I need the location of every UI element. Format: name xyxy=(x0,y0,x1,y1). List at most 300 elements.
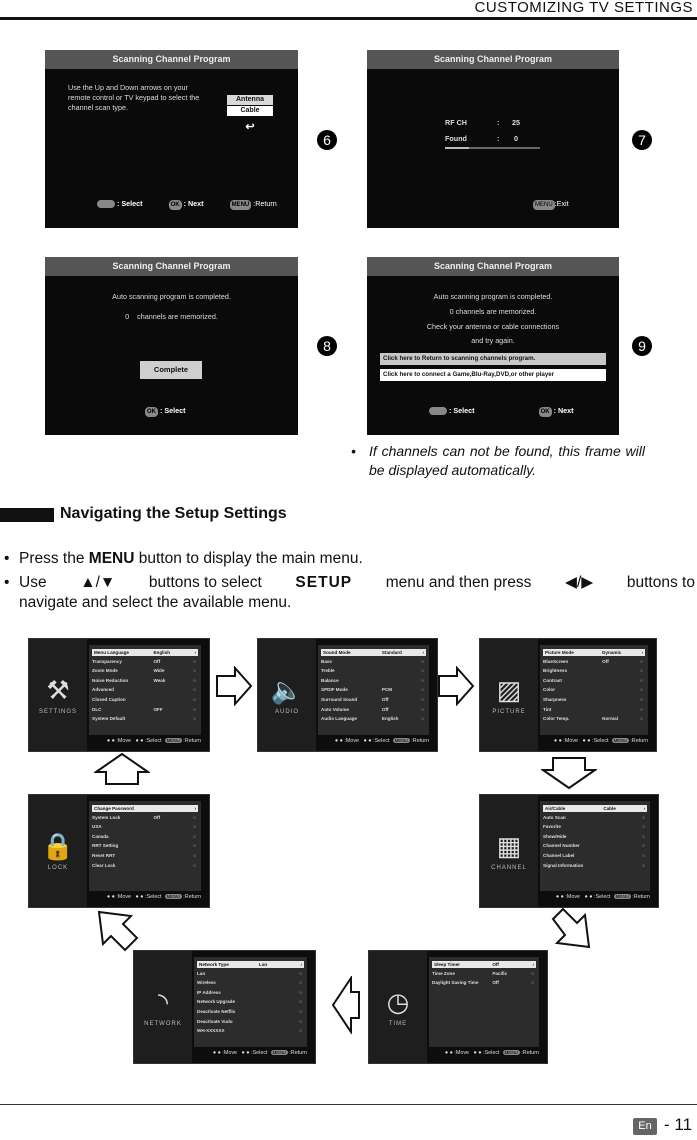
menu-row-value: Lan xyxy=(259,962,268,967)
nav-dots-icon: ● ● xyxy=(131,894,146,900)
menu-row-label: Time Zone xyxy=(432,970,455,976)
menu-row-value: Off xyxy=(381,706,389,712)
menu-row[interactable] xyxy=(321,716,426,721)
menu-row[interactable] xyxy=(197,999,304,1004)
step-6-badge: 6 xyxy=(317,130,337,150)
instruction-1-pre: Press the xyxy=(19,550,89,567)
menu-row-value: Off xyxy=(492,980,499,986)
menu-row[interactable] xyxy=(543,863,647,868)
screen-8-title: Scanning Channel Program xyxy=(45,257,298,276)
menu-label-audio: AUDIO xyxy=(274,709,299,715)
radio-icon: ○ xyxy=(531,970,534,976)
arrow-lock-to-settings xyxy=(94,752,150,786)
next-label: : Next xyxy=(183,199,204,208)
radio-icon: ○ xyxy=(193,853,196,858)
select-label: :Select xyxy=(145,894,162,900)
select-label: : Select xyxy=(449,406,475,415)
move-label: :Move xyxy=(116,738,132,744)
arrow-picture-to-channel xyxy=(541,756,597,790)
move-label: :Move xyxy=(454,1050,470,1056)
menu-row[interactable] xyxy=(543,678,645,683)
menu-row-value: English xyxy=(153,650,171,655)
back-icon[interactable]: ↩ xyxy=(245,121,255,133)
section-marker xyxy=(0,508,54,522)
menu-row-label: Canada xyxy=(92,833,109,839)
menu-row[interactable] xyxy=(321,668,426,673)
menu-row[interactable] xyxy=(543,716,645,721)
page-number: - 11 xyxy=(664,1115,693,1134)
menu-row-label: Network Upgrade xyxy=(197,999,236,1005)
menu-row-label: Clear Lock xyxy=(92,862,116,868)
menu-row-label: Noise Reduction xyxy=(92,677,129,683)
menu-sidebar xyxy=(480,639,538,751)
menu-sidebar xyxy=(29,639,87,751)
nav-dots-icon: ● ● xyxy=(131,738,146,744)
menu-row-label: System Default xyxy=(92,716,126,722)
rf-ch-label: RF CH xyxy=(445,118,467,127)
found-value: 0 xyxy=(514,134,518,143)
menu-icon: MENU xyxy=(613,738,627,743)
menu-icon: MENU xyxy=(535,202,553,208)
menu-sidebar xyxy=(258,639,316,751)
menu-row-value: English xyxy=(381,716,399,722)
menu-row-value: Off xyxy=(153,658,161,664)
menu-row-label: Treble xyxy=(321,668,335,674)
radio-icon: ○ xyxy=(299,1028,302,1034)
menu-row[interactable] xyxy=(321,707,426,712)
menu-row-value: Off xyxy=(492,962,499,967)
left-right-arrows-icon: ◀/▶ xyxy=(565,574,594,591)
screen-6-instruction: Use the Up and Down arrows on your remote control or TV keypad to select the channel scan type. xyxy=(68,83,200,112)
menu-row[interactable] xyxy=(92,716,198,721)
menu-row-label: Deactivate Netflix xyxy=(197,1009,236,1014)
down-up-icon xyxy=(97,200,115,208)
chevron-right-icon: › xyxy=(641,650,643,655)
menu-row-label: Zoom Mode xyxy=(92,668,118,674)
menu-row-label: Sharpness xyxy=(543,697,567,702)
menu-row[interactable] xyxy=(321,687,426,692)
menu-row-label: Tint xyxy=(543,706,552,712)
menu-row[interactable] xyxy=(92,649,198,656)
radio-icon: ○ xyxy=(421,658,424,664)
menu-panel xyxy=(89,645,201,735)
menu-row[interactable] xyxy=(543,843,647,848)
select-label: : Select xyxy=(160,406,186,415)
menu-row[interactable] xyxy=(92,659,198,664)
menu-row-label: Audio Language xyxy=(321,716,357,722)
connect-device-option[interactable]: Click here to connect a Game,Blu-Ray,DVD,or other player xyxy=(380,369,606,381)
menu-row-label: USA xyxy=(92,824,102,830)
instruction-2-end-line1: buttons to xyxy=(626,574,695,591)
menu-row-label: Favorite xyxy=(543,824,561,830)
step-7-badge: 7 xyxy=(632,130,652,150)
setup-keyword: SETUP xyxy=(295,574,353,591)
radio-icon: ○ xyxy=(642,853,645,858)
menu-label-network: NETWORK xyxy=(144,1021,182,1027)
speaker-icon: 🔈 xyxy=(270,675,304,705)
menu-row-label: Channel Label xyxy=(543,853,575,858)
radio-icon: ○ xyxy=(642,862,645,868)
menu-row-value: Normal xyxy=(602,716,618,722)
radio-icon: ○ xyxy=(642,824,645,830)
instruction-bullet-1: • xyxy=(4,550,10,567)
menu-row-label: DLC xyxy=(92,706,102,712)
menu-icon: MENU xyxy=(166,738,180,743)
menu-row-label: Balance xyxy=(321,677,339,683)
radio-icon: ○ xyxy=(299,1009,302,1014)
menu-row[interactable] xyxy=(432,971,536,976)
return-label: :Return xyxy=(519,1050,539,1056)
complete-button[interactable]: Complete xyxy=(140,361,202,379)
move-label: :Move xyxy=(563,738,579,744)
nav-dots-icon: ● ● xyxy=(444,1050,455,1056)
menu-label-lock: LOCK xyxy=(47,865,69,871)
radio-icon: ○ xyxy=(299,989,302,995)
menu-row-label: Lan xyxy=(197,970,206,976)
menu-label-channel: CHANNEL xyxy=(491,865,527,871)
radio-icon: ○ xyxy=(640,716,643,722)
menu-row-label: Brightness xyxy=(543,668,567,674)
radio-icon: ○ xyxy=(642,814,645,820)
nav-dots-icon: ● ● xyxy=(334,738,345,744)
ok-icon: OK xyxy=(540,409,550,415)
return-label: :Return xyxy=(630,894,650,900)
menu-row[interactable] xyxy=(543,668,645,673)
radio-icon: ○ xyxy=(421,706,424,712)
menu-row-label: Show/Hide xyxy=(543,833,567,839)
menu-row-label: Sleep Timer xyxy=(434,962,460,967)
select-label: :Select xyxy=(592,738,609,744)
menu-screen-lock xyxy=(28,794,210,908)
scan-progress-bar xyxy=(445,147,540,149)
move-label: :Move xyxy=(222,1050,238,1056)
return-label: :Return xyxy=(253,199,277,208)
menu-row[interactable] xyxy=(543,649,645,656)
radio-icon: ○ xyxy=(193,706,196,712)
screen-8-footer xyxy=(145,406,186,417)
menu-icon: MENU xyxy=(504,1050,518,1055)
menu-row-label: Closed Caption xyxy=(92,697,126,702)
menu-row[interactable] xyxy=(543,834,647,839)
menu-row[interactable] xyxy=(543,824,647,829)
menu-row[interactable] xyxy=(92,678,198,683)
menu-row-label: IP Address xyxy=(197,989,221,995)
menu-panel xyxy=(540,645,648,735)
menu-label-picture: PICTURE xyxy=(492,709,526,715)
chevron-right-icon: › xyxy=(194,650,196,655)
settings-icon: ⚒ xyxy=(46,675,70,705)
screen-9-line2: 0 channels are memorized. xyxy=(449,307,537,316)
menu-row[interactable] xyxy=(197,961,304,968)
menu-row[interactable] xyxy=(197,971,304,976)
radio-icon: ○ xyxy=(193,677,196,683)
radio-icon: ○ xyxy=(193,668,196,674)
return-label: :Return xyxy=(628,738,648,744)
ok-icon: OK xyxy=(147,409,156,415)
screen-9-line3: Check your antenna or cable connections xyxy=(426,322,560,331)
screen-7-scanning xyxy=(367,50,619,228)
menu-panel xyxy=(318,645,429,735)
instruction-2-post: menu and then press xyxy=(385,574,532,591)
menu-screen-network xyxy=(133,950,316,1064)
menu-row[interactable] xyxy=(321,649,426,656)
move-label: :Move xyxy=(565,894,581,900)
radio-icon: ○ xyxy=(421,668,424,674)
menu-sidebar xyxy=(369,951,427,1063)
menu-row[interactable] xyxy=(432,961,536,968)
menu-row[interactable] xyxy=(321,678,426,683)
menu-row[interactable] xyxy=(197,1028,304,1033)
return-to-scan-option[interactable]: Click here to Return to scanning channels program. xyxy=(380,353,606,365)
arrow-channel-to-time xyxy=(547,905,593,951)
menu-row-label: System Lock xyxy=(92,814,121,820)
menu-row-label: Wireless xyxy=(197,980,216,986)
return-label: :Return xyxy=(181,894,201,900)
chevron-right-icon: › xyxy=(194,806,196,811)
menu-row[interactable] xyxy=(92,853,198,858)
menu-row[interactable] xyxy=(197,990,304,995)
menu-row[interactable] xyxy=(543,815,647,820)
step-8-badge: 8 xyxy=(317,336,337,356)
menu-row-value: Off xyxy=(381,697,389,702)
menu-row-label: Sound Mode xyxy=(323,650,351,655)
radio-icon: ○ xyxy=(193,824,196,830)
radio-icon: ○ xyxy=(640,668,643,674)
menu-row[interactable] xyxy=(543,687,645,692)
chevron-right-icon: › xyxy=(300,962,302,967)
select-label: :Select xyxy=(251,1050,268,1056)
menu-sidebar xyxy=(29,795,87,907)
note-bullet: • xyxy=(351,443,356,459)
menu-row-label: Channel Number xyxy=(543,843,580,849)
screen-8-complete xyxy=(45,257,298,435)
radio-icon: ○ xyxy=(299,1018,302,1024)
menu-row-label: Transparency xyxy=(92,658,122,664)
radio-icon: ○ xyxy=(193,697,196,702)
move-label: :Move xyxy=(116,894,132,900)
menu-row-label: Reset RRT xyxy=(92,853,116,858)
menu-row[interactable] xyxy=(197,980,304,985)
menu-keyword: MENU xyxy=(88,550,135,567)
menu-row[interactable] xyxy=(432,980,536,985)
found-sep: : xyxy=(497,134,500,143)
menu-row-label: Picture Mode xyxy=(545,650,574,655)
page-header-title: CUSTOMIZING TV SETTINGS xyxy=(474,0,693,16)
radio-icon: ○ xyxy=(640,706,643,712)
menu-row-label: Auto Volume xyxy=(321,706,349,712)
screen-7-title: Scanning Channel Program xyxy=(367,50,619,69)
move-label: :Move xyxy=(344,738,360,744)
menu-screen-picture xyxy=(479,638,657,752)
menu-row-value: Off xyxy=(153,814,161,820)
menu-row[interactable] xyxy=(92,863,198,868)
menu-screen-settings xyxy=(28,638,210,752)
screen-9-title: Scanning Channel Program xyxy=(367,257,619,276)
menu-row[interactable] xyxy=(543,697,645,702)
menu-row[interactable] xyxy=(197,1019,304,1024)
nav-dots-icon: ● ● xyxy=(580,894,595,900)
step-9-badge: 9 xyxy=(632,336,652,356)
chevron-right-icon: › xyxy=(643,806,645,811)
rf-ch-sep: : xyxy=(497,118,500,127)
menu-row-label: WH-XXXXXX xyxy=(197,1028,225,1034)
menu-row-label: Network Type xyxy=(199,962,229,967)
nav-dots-icon: ● ● xyxy=(106,738,117,744)
menu-row-value: Pacific xyxy=(492,970,508,976)
return-label: :Return xyxy=(409,738,429,744)
menu-screen-channel xyxy=(479,794,659,908)
chevron-right-icon: › xyxy=(532,962,534,967)
option-cable[interactable]: Cable xyxy=(227,106,273,116)
nav-dots-icon: ● ● xyxy=(555,894,566,900)
menu-row[interactable] xyxy=(543,805,647,812)
scan-progress-fill xyxy=(445,147,469,149)
screen-8-line2: 0 channels are memorized. xyxy=(125,312,218,321)
menu-footer xyxy=(445,1050,539,1056)
menu-row-label: Auto Scan xyxy=(543,814,566,820)
radio-icon: ○ xyxy=(640,697,643,702)
select-label: :Select xyxy=(373,738,390,744)
menu-row-value: Wide xyxy=(153,668,165,674)
radio-icon: ○ xyxy=(193,814,196,820)
menu-row-label: Surround Sound xyxy=(321,697,358,702)
screen-9-line1: Auto scanning program is completed. xyxy=(433,292,553,301)
menu-row-value: PCM xyxy=(381,687,393,693)
menu-panel xyxy=(194,957,307,1047)
option-antenna[interactable]: Antenna xyxy=(227,95,273,105)
menu-footer xyxy=(335,738,429,744)
menu-row-value: Cable xyxy=(603,806,616,811)
menu-row-label: Daylight Saving Time xyxy=(432,980,479,986)
lock-icon: 🔒 xyxy=(41,831,75,861)
page-number-value: 11 xyxy=(674,1115,693,1134)
radio-icon: ○ xyxy=(299,970,302,976)
menu-row[interactable] xyxy=(92,687,198,692)
nav-dots-icon: ● ● xyxy=(359,738,374,744)
menu-sidebar xyxy=(480,795,538,907)
nav-dots-icon: ● ● xyxy=(469,1050,484,1056)
radio-icon: ○ xyxy=(531,980,534,986)
menu-row[interactable] xyxy=(543,659,645,664)
menu-icon: MENU xyxy=(166,894,180,899)
header-rule xyxy=(0,17,697,20)
menu-row[interactable] xyxy=(92,697,198,702)
screen-8-line1: Auto scanning program is completed. xyxy=(112,292,231,301)
return-label: :Return xyxy=(181,738,201,744)
menu-row[interactable] xyxy=(321,659,426,664)
instruction-2 xyxy=(19,573,695,613)
menu-footer xyxy=(107,738,201,744)
nav-dots-icon: ● ● xyxy=(553,738,564,744)
menu-row-label: Color Temp. xyxy=(543,716,570,722)
menu-footer xyxy=(107,894,201,900)
menu-row-label: Color xyxy=(543,687,555,693)
radio-icon: ○ xyxy=(640,677,643,683)
note-text: If channels can not be found, this frame will be displayed automatically. xyxy=(369,443,645,478)
nav-dots-icon: ● ● xyxy=(106,894,117,900)
select-label: :Select xyxy=(483,1050,500,1056)
menu-row[interactable] xyxy=(197,1009,304,1014)
menu-row-label: Contrast xyxy=(543,677,562,683)
radio-icon: ○ xyxy=(193,833,196,839)
menu-row[interactable] xyxy=(543,707,645,712)
nav-dots-icon: ● ● xyxy=(212,1050,223,1056)
menu-row[interactable] xyxy=(92,815,198,820)
arrow-settings-to-audio xyxy=(215,666,253,706)
clock-icon: ◷ xyxy=(386,987,410,1017)
menu-row-label: SPDIF Mode xyxy=(321,687,348,693)
menu-panel xyxy=(540,801,650,891)
radio-icon: ○ xyxy=(421,716,424,722)
menu-row[interactable] xyxy=(321,697,426,702)
screen-6-title: Scanning Channel Program xyxy=(45,50,298,69)
radio-icon: ○ xyxy=(421,687,424,693)
menu-screen-audio xyxy=(257,638,438,752)
menu-row-label: Change Password xyxy=(94,806,134,811)
menu-row[interactable] xyxy=(92,805,198,812)
page-header xyxy=(0,0,697,20)
menu-panel xyxy=(89,801,201,891)
select-label: : Select xyxy=(117,199,143,208)
instruction-1-post: button to display the main menu. xyxy=(134,550,363,567)
menu-icon: MENU xyxy=(272,1050,286,1055)
menu-row-value: Standard xyxy=(381,650,402,655)
down-up-icon xyxy=(429,407,447,415)
next-label: : Next xyxy=(553,406,574,415)
language-badge: En xyxy=(633,1118,657,1135)
radio-icon: ○ xyxy=(193,716,196,722)
channel-icon: ▦ xyxy=(496,831,522,861)
menu-label-settings: SETTINGS xyxy=(38,709,77,715)
instruction-2-pre: Use xyxy=(19,574,47,591)
instruction-2-end-line2: navigate and select the available menu. xyxy=(19,594,292,611)
menu-row-value: Dynamic xyxy=(602,650,622,655)
menu-row-label: RRT Setting xyxy=(92,843,119,849)
ok-icon: OK xyxy=(170,202,180,208)
menu-screen-time xyxy=(368,950,548,1064)
menu-label-time: TIME xyxy=(388,1021,408,1027)
screen-9-footer xyxy=(429,406,574,417)
screen-6-scan-type xyxy=(45,50,298,228)
menu-row[interactable] xyxy=(543,853,647,858)
menu-footer xyxy=(556,894,650,900)
menu-row-label: Menu Language xyxy=(94,650,129,655)
radio-icon: ○ xyxy=(640,658,643,664)
nav-dots-icon: ● ● xyxy=(578,738,593,744)
select-label: :Select xyxy=(594,894,611,900)
screen-9-line4: and try again. xyxy=(471,336,515,345)
menu-row[interactable] xyxy=(92,668,198,673)
arrow-audio-to-picture xyxy=(437,666,475,706)
menu-panel xyxy=(429,957,539,1047)
menu-footer xyxy=(554,738,648,744)
menu-row[interactable] xyxy=(92,834,198,839)
menu-row-label: Bass xyxy=(321,658,332,664)
exit-label: :Exit xyxy=(554,199,569,208)
radio-icon: ○ xyxy=(299,999,302,1005)
menu-row-label: BlueScreen xyxy=(543,658,569,664)
menu-row[interactable] xyxy=(92,707,198,712)
menu-row[interactable] xyxy=(92,843,198,848)
menu-footer xyxy=(213,1050,307,1056)
menu-row-label: Advanced xyxy=(92,687,114,693)
menu-sidebar xyxy=(134,951,192,1063)
menu-icon: MENU xyxy=(394,738,408,743)
radio-icon: ○ xyxy=(642,833,645,839)
footer-rule xyxy=(0,1104,697,1105)
radio-icon: ○ xyxy=(193,658,196,664)
menu-row[interactable] xyxy=(92,824,198,829)
